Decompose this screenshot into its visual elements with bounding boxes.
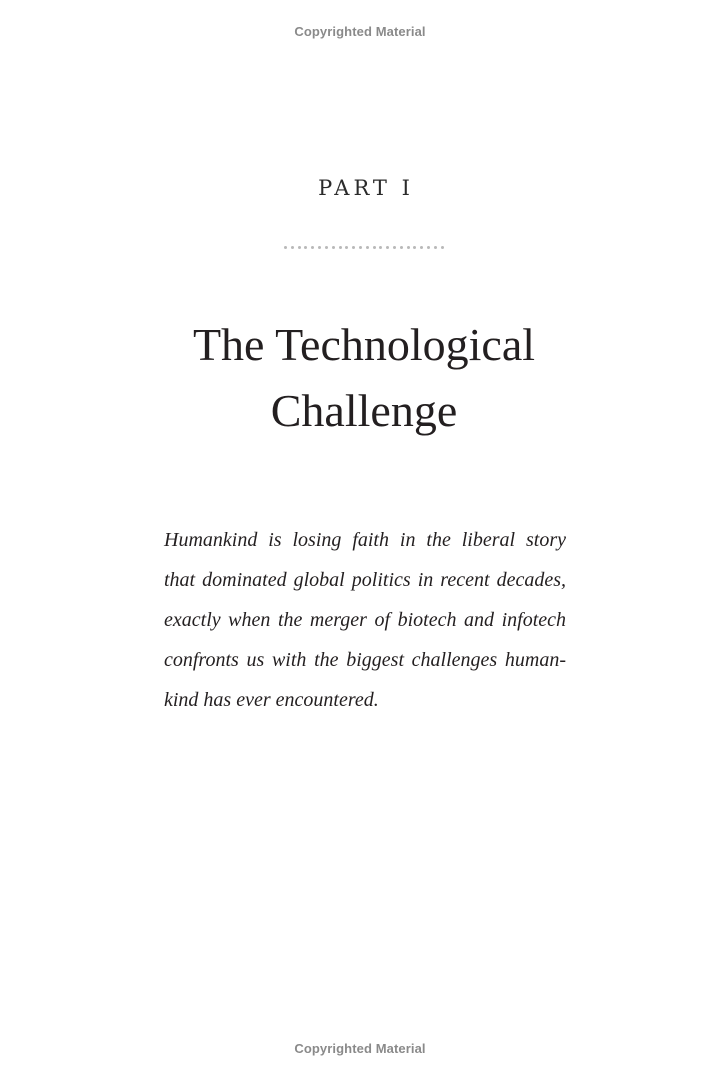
epigraph-line: kind has ever encountered. (164, 689, 379, 711)
divider-dot (407, 246, 410, 249)
copyright-watermark-bottom: Copyrighted Material (294, 1041, 426, 1056)
divider-dot (427, 246, 430, 249)
part-title (0, 312, 720, 444)
divider-dot (352, 246, 355, 249)
divider-dot (318, 246, 321, 249)
epigraph-line: Humankind is losing faith in the liberal story (164, 529, 566, 551)
divider-dot (345, 246, 348, 249)
divider-dot (413, 246, 416, 249)
divider-dot (441, 246, 444, 249)
divider-dot (434, 246, 437, 249)
divider-dot (304, 246, 307, 249)
dotted-divider (284, 244, 444, 250)
part-title-line-1: The Technological (192, 319, 536, 370)
epigraph-line: that dominated global politics in recent decades, (164, 569, 566, 591)
divider-dot (400, 246, 403, 249)
divider-dot (359, 246, 362, 249)
part-title-line-2: Challenge (270, 385, 458, 436)
part-label: PART I (318, 176, 414, 200)
epigraph-line: confronts us with the biggest challenges human- (164, 649, 566, 671)
divider-dot (339, 246, 342, 249)
divider-dot (311, 246, 314, 249)
divider-dot (379, 246, 382, 249)
divider-dot (284, 246, 287, 249)
divider-dot (420, 246, 423, 249)
divider-dot (325, 246, 328, 249)
epigraph-line: exactly when the merger of biotech and infotech (164, 609, 566, 631)
divider-dot (386, 246, 389, 249)
divider-dot (332, 246, 335, 249)
copyright-watermark-top: Copyrighted Material (294, 24, 426, 39)
divider-dot (373, 246, 376, 249)
epigraph (164, 520, 566, 720)
divider-dot (393, 246, 396, 249)
divider-dot (291, 246, 294, 249)
divider-dot (298, 246, 301, 249)
divider-dot (366, 246, 369, 249)
